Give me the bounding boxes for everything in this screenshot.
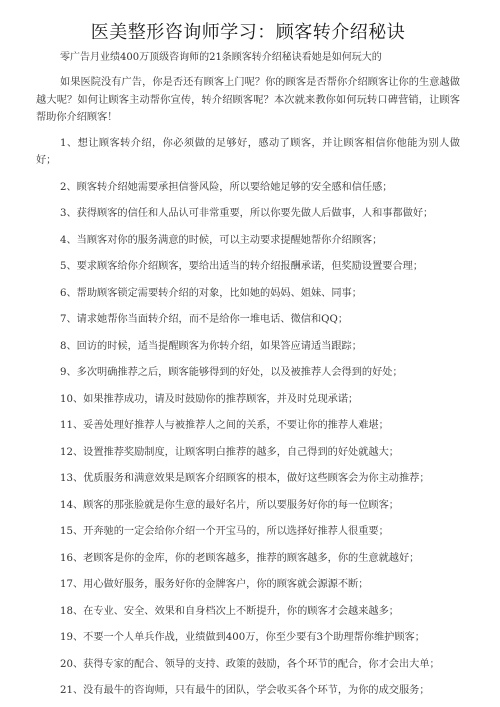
list-item: 15、开奔驰的一定会给你介绍一个开宝马的，所以选择好推荐人很重要； — [60, 526, 389, 537]
list-item: 2、顾客转介绍她需要承担信誉风险，所以要给她足够的安全感和信任感； — [60, 181, 393, 193]
list-item: 8、回访的时候，适当提醒顾客为你转介绍，如果答应请适当跟踪； — [60, 340, 362, 352]
list-item: 5、要求顾客给你介绍顾客，要给出适当的转介绍报酬承诺，但奖励设置要合理； — [60, 261, 424, 272]
list-item: 3、获得顾客的信任和人品认可非常重要，所以你要先做人后做事，人和事都做好； — [60, 208, 434, 219]
list-item: 12、设置推荐奖励制度，让顾客明白推荐的越多，自己得到的好处就越大； — [60, 446, 399, 458]
list-item: 7、请求她帮你当面转介绍，而不是给你一堆电话、微信和QQ； — [60, 314, 349, 325]
list-item: 14、顾客的那张脸就是你生意的最好名片，所以要服务好你的每一位顾客； — [60, 499, 399, 511]
list-item: 6、帮助顾客锁定需要转介绍的对象，比如她的妈妈、姐妹、同事； — [60, 287, 362, 299]
list-item: 20、获得专家的配合、领导的支持、政策的鼓励，各个环节的配合，你才会出大单； — [60, 658, 440, 670]
list-item: 9、多次明确推荐之后，顾客能够得到的好处，以及被推荐人会得到的好处； — [60, 367, 403, 378]
list-item: 16、老顾客是你的金库，你的老顾客越多，推荐的顾客越多，你的生意就越好； — [60, 552, 420, 564]
list-item: 10、如果推荐成功，请及时鼓励你的推荐顾客，并及时兑现承诺； — [60, 393, 359, 405]
list-item: 18、在专业、安全、效果和自身档次上不断提升，你的顾客才会越来越多； — [60, 605, 399, 617]
list-item: 21、没有最牛的咨询师，只有最牛的团队，学会收买各个环节，为你的成交服务； — [60, 685, 430, 696]
list-item: 1、想让顾客转介绍，你必须做的足够好，感动了顾客，并让顾客相信你他能为别人做好； — [36, 137, 460, 166]
list-item: 11、妥善处理好推荐人与被推荐人之间的关系，不要让你的推荐人难堪； — [60, 420, 389, 431]
list-item: 4、当顾客对你的服务满意的时候，可以主动要求提醒她帮你介绍顾客； — [60, 234, 383, 246]
document-subtitle: 零广告月业绩400万顶级咨询师的21条顾客转介绍秘诀看她是如何玩大的 — [60, 52, 382, 63]
document-title: 医美整形咨询师学习：顾客转介绍秘诀 — [90, 22, 406, 43]
list-item: 19、不要一个人单兵作战，业绩做到400万，你至少要有3个助理帮你维护顾客； — [60, 632, 425, 643]
list-item: 17、用心做好服务，服务好你的金牌客户，你的顾客就会源源不断； — [60, 579, 369, 590]
intro-paragraph: 如果医院没有广告，你是否还有顾客上门呢？你的顾客是否帮你介绍顾客让你的生意越做越大呢？如何让顾客主动帮你宣传，转介绍顾客呢？本次就来教你如何玩转口碑营销，让顾客帮助你介绍顾客！ — [36, 77, 460, 123]
list-item: 13、优质服务和满意效果是顾客介绍顾客的根本，做好这些顾客会为你主动推荐； — [60, 473, 430, 484]
